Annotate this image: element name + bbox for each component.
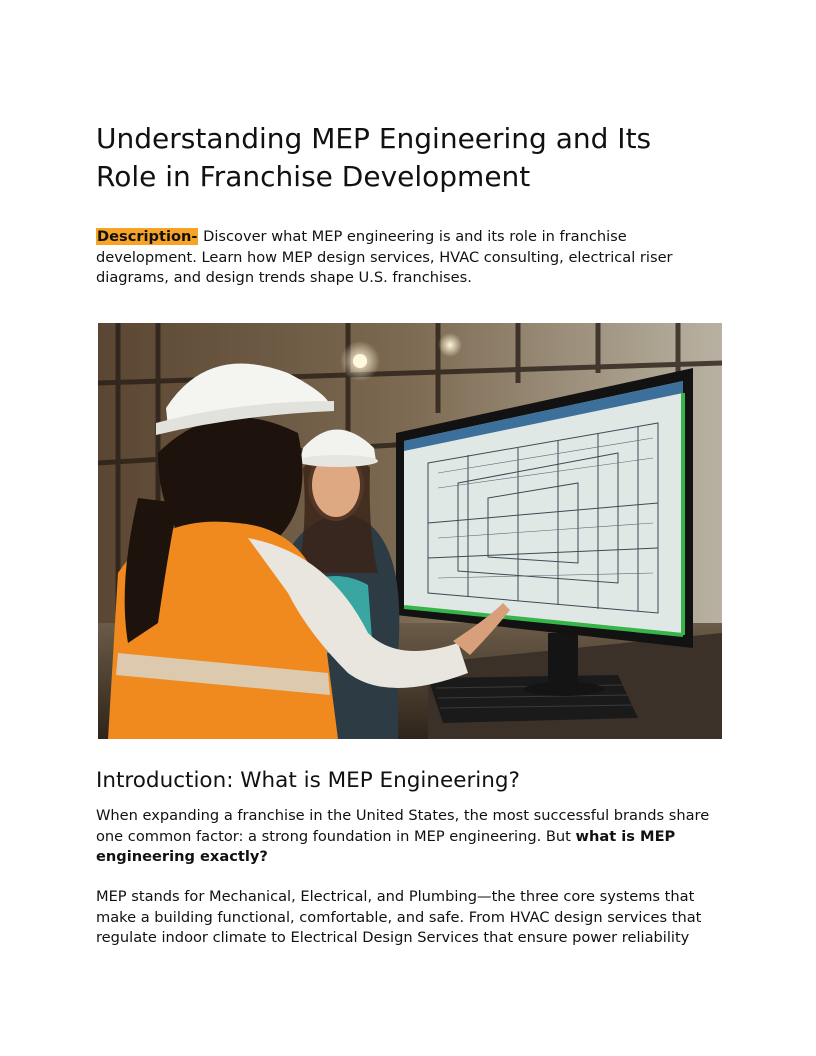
engineers-monitor-photo [98,323,722,739]
intro-paragraph-1 [96,806,721,868]
intro-paragraph-1-text: When expanding a franchise in the United States, the most successful brands share one common factor: a strong foundation in MEP engineering. But [96,807,710,845]
article-title: Understanding MEP Engineering and Its Role in Franchise Development [96,122,652,193]
intro-paragraph-2: MEP stands for Mechanical, Electrical, and Plumbing—the three core systems that make a building functional, comfortable, and safe. From HVAC design services that regulate indoor climate to Electrical Design Services that ensure power reliability [96,888,702,947]
intro-heading: Introduction: What is MEP Engineering? [96,768,520,793]
description-label: Description- [97,228,198,245]
description-paragraph [96,227,721,289]
intro-paragraph-1-bold: what is MEP engineering exactly? [96,827,676,866]
description-text: Discover what MEP engineering is and its role in franchise development. Learn how MEP design services, HVAC consulting, electrical riser diagrams, and design trends shape U.S. franchises. [96,228,673,287]
